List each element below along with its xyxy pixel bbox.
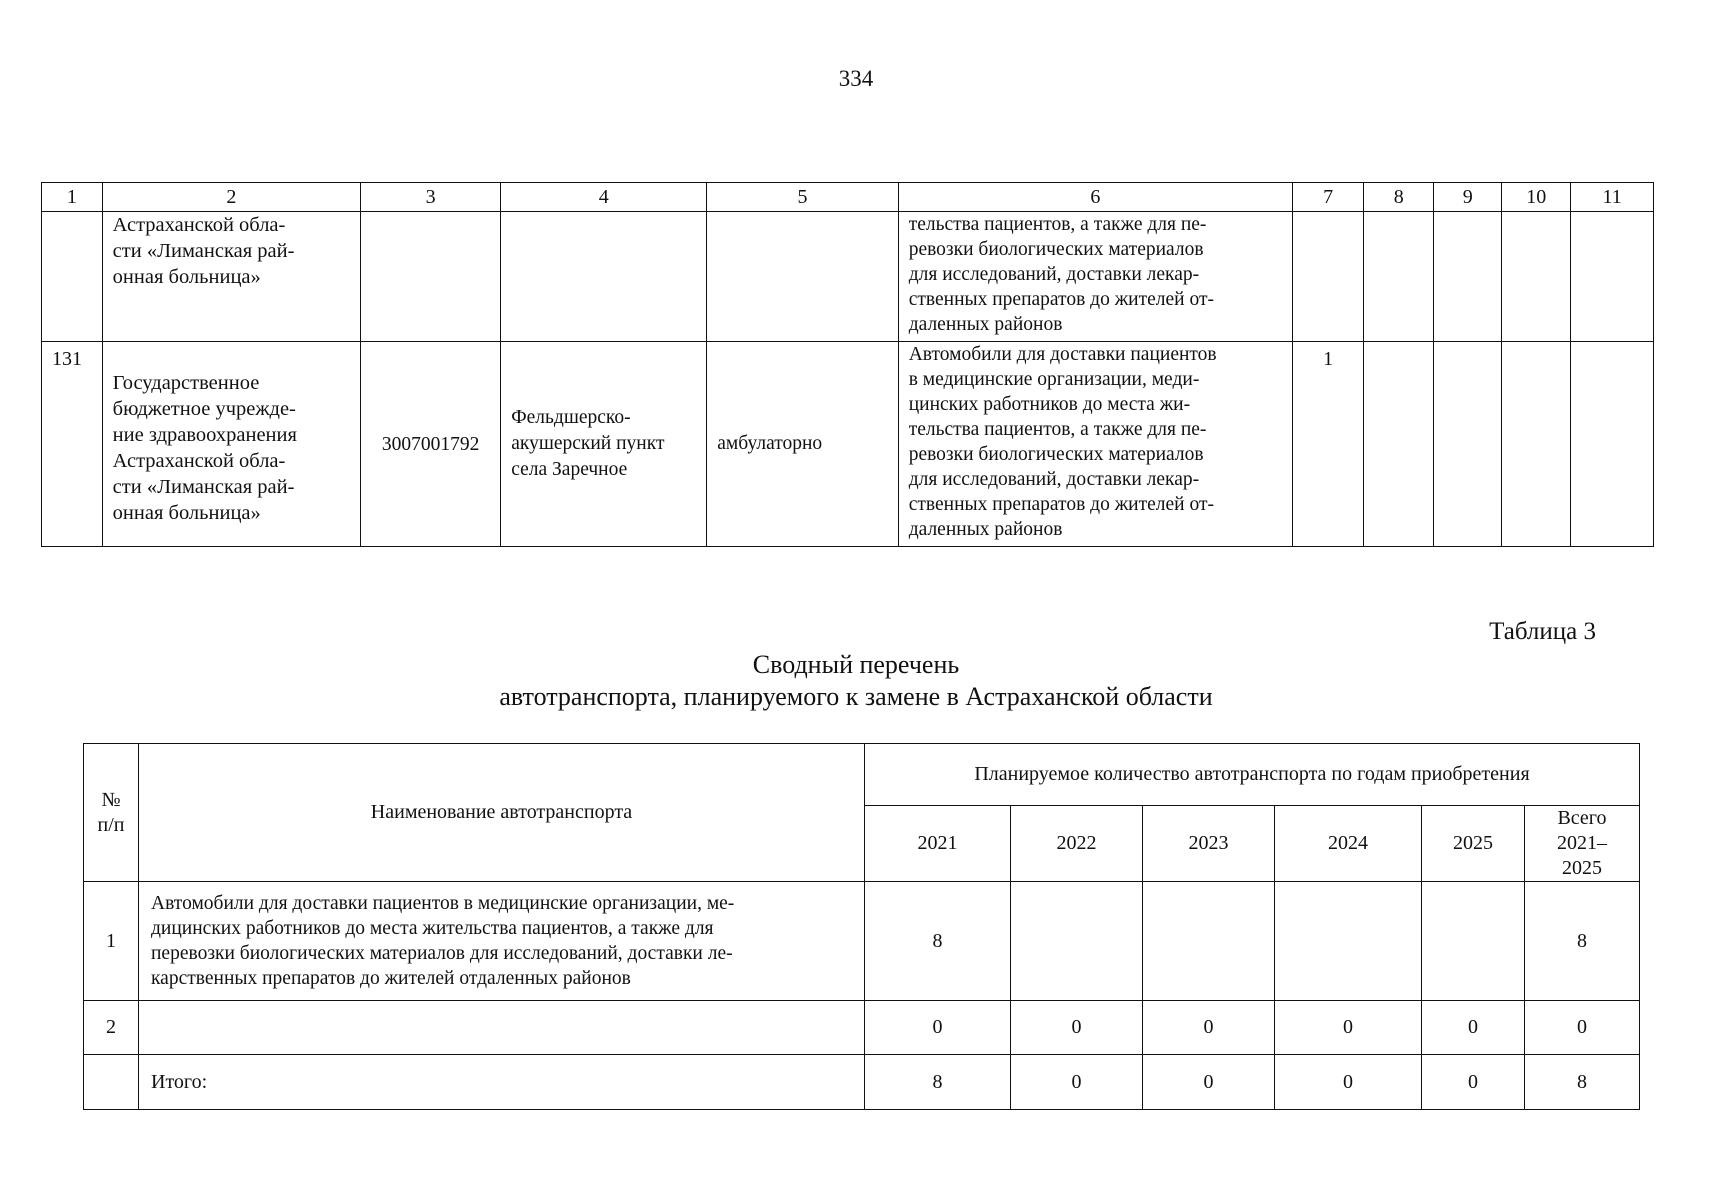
row-number-cell bbox=[42, 342, 103, 547]
column-number: 7 bbox=[1293, 183, 1364, 212]
table-label: Таблица 3 bbox=[1489, 618, 1596, 645]
row-number bbox=[84, 1055, 139, 1110]
empty-cell bbox=[1571, 342, 1654, 547]
year-value: 8 bbox=[865, 882, 1011, 1001]
total-label: Итого: bbox=[139, 1055, 865, 1110]
total-value: 0 bbox=[1525, 1001, 1640, 1055]
vehicle-name bbox=[139, 1001, 865, 1055]
year-value: 0 bbox=[865, 1001, 1011, 1055]
col-name-label: Наименование автотранспорта bbox=[370, 801, 633, 823]
total-column-label: Всего 2021– 2025 bbox=[1557, 807, 1607, 879]
year-total: 0 bbox=[1011, 1055, 1143, 1110]
description-text: тельства пациентов, а также для пе- ревозки биологических материалов для исследований, доставки лекар- ственных препаратов до жителей от- даленных районов bbox=[908, 214, 1214, 335]
year-total: 0 bbox=[1422, 1055, 1525, 1110]
table-row bbox=[84, 882, 1640, 1001]
column-number-row bbox=[42, 183, 1654, 212]
column-number: 1 bbox=[42, 183, 103, 212]
col7-cell bbox=[1293, 342, 1364, 547]
year-header: 2022 bbox=[1011, 806, 1143, 882]
year-value bbox=[1143, 882, 1275, 1001]
column-number: 4 bbox=[501, 183, 707, 212]
org-name: Астраханской обла- сти «Лиманская рай- онная больница» bbox=[112, 214, 295, 288]
year-value: 0 bbox=[1422, 1001, 1525, 1055]
column-number: 3 bbox=[361, 183, 501, 212]
empty-cell bbox=[1502, 212, 1571, 342]
column-number: 2 bbox=[102, 183, 360, 212]
col-num-label: № п/п bbox=[97, 788, 125, 836]
table-row bbox=[42, 212, 1654, 342]
empty-cell bbox=[1293, 212, 1364, 342]
facility-cell bbox=[501, 212, 707, 342]
org-name: Государственное бюджетное учрежде- ние здравоохранения Астраханской обла- сти «Лиманская рай- онная больница» bbox=[112, 372, 297, 524]
org-cell bbox=[102, 212, 360, 342]
year-header: 2021 bbox=[865, 806, 1011, 882]
table-row bbox=[84, 1001, 1640, 1055]
total-row bbox=[84, 1055, 1640, 1110]
facility-cell bbox=[501, 342, 707, 547]
empty-cell bbox=[1434, 212, 1502, 342]
facility-name: Фельдшерско- акушерский пункт села Заречное bbox=[511, 407, 665, 480]
table-row bbox=[42, 342, 1654, 547]
column-number: 10 bbox=[1502, 183, 1571, 212]
care-type-cell bbox=[707, 342, 898, 547]
empty-cell bbox=[1364, 212, 1434, 342]
col-group-header bbox=[865, 744, 1640, 806]
empty-cell bbox=[1364, 342, 1434, 547]
vehicle-name: Автомобили для доставки пациентов в медицинские организации, ме- дицинских работников до места жительства пациентов, а также для перевозки биологических материалов для исследований, доставки ле- карственных препаратов до жителей отдаленных районов bbox=[139, 882, 865, 1001]
row-number: 131 bbox=[52, 348, 82, 370]
year-header: 2024 bbox=[1275, 806, 1422, 882]
col-num-header bbox=[84, 744, 139, 882]
description-text: Автомобили для доставки пациентов в медицинские организации, меди- цинских работников до места жи- тельства пациентов, а также для пе- ревозки биологических материалов для исследований, доставки лекар- ственных препаратов до жителей от- даленных районов bbox=[908, 344, 1217, 540]
year-value bbox=[1422, 882, 1525, 1001]
summary-table bbox=[83, 743, 1640, 1110]
year-header: 2025 bbox=[1422, 806, 1525, 882]
inn-cell bbox=[361, 212, 501, 342]
empty-cell bbox=[1434, 342, 1502, 547]
description-cell bbox=[898, 212, 1292, 342]
row-number: 1 bbox=[84, 882, 139, 1001]
column-number: 5 bbox=[707, 183, 898, 212]
col-group-label: Планируемое количество автотранспорта по годам приобретения bbox=[974, 763, 1530, 785]
grand-total: 8 bbox=[1525, 1055, 1640, 1110]
year-value bbox=[1011, 882, 1143, 1001]
col-name-header bbox=[139, 744, 865, 882]
care-type-cell bbox=[707, 212, 898, 342]
empty-cell bbox=[1502, 342, 1571, 547]
continuation-table bbox=[41, 182, 1654, 547]
year-header: 2023 bbox=[1143, 806, 1275, 882]
year-value: 0 bbox=[1275, 1001, 1422, 1055]
total-column-header bbox=[1525, 806, 1640, 882]
year-total: 0 bbox=[1143, 1055, 1275, 1110]
column-number: 11 bbox=[1571, 183, 1654, 212]
column-number: 9 bbox=[1434, 183, 1502, 212]
year-total: 0 bbox=[1275, 1055, 1422, 1110]
year-value: 0 bbox=[1011, 1001, 1143, 1055]
year-value: 0 bbox=[1143, 1001, 1275, 1055]
total-value: 8 bbox=[1525, 882, 1640, 1001]
inn-cell bbox=[361, 342, 501, 547]
year-value bbox=[1275, 882, 1422, 1001]
column-number: 8 bbox=[1364, 183, 1434, 212]
row-number: 2 bbox=[84, 1001, 139, 1055]
year-total: 8 bbox=[865, 1055, 1011, 1110]
row-number-cell bbox=[42, 212, 103, 342]
empty-cell bbox=[1571, 212, 1654, 342]
col7-value: 1 bbox=[1323, 348, 1334, 370]
column-number: 6 bbox=[898, 183, 1292, 212]
page-number: 334 bbox=[838, 66, 874, 91]
description-cell bbox=[898, 342, 1292, 547]
care-type: амбулаторно bbox=[717, 433, 823, 454]
inn-value: 3007001792 bbox=[381, 433, 480, 455]
header-row bbox=[84, 744, 1640, 806]
table-title-line2: автотранспорта, планируемого к замене в Астраханской области bbox=[499, 682, 1213, 711]
table-title-line1: Сводный перечень bbox=[752, 650, 960, 679]
org-cell bbox=[102, 342, 360, 547]
